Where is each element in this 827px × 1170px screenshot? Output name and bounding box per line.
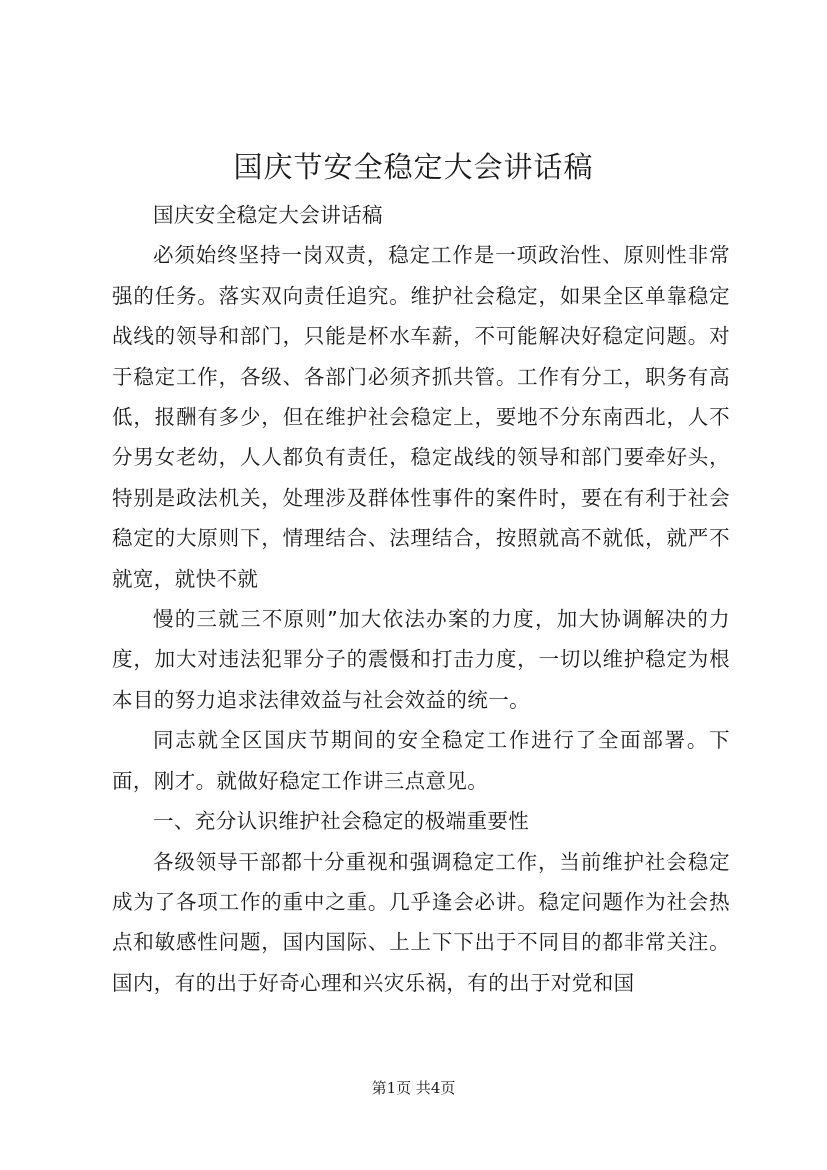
paragraph-subtitle: 国庆安全稳定大会讲话稿 <box>153 203 383 227</box>
document-body <box>112 195 730 1003</box>
page-number-footer: 第1页 共4页 <box>371 1079 456 1097</box>
paragraph: 慢的三就三不原则”加大依法办案的力度，加大协调解决的力度，加大对违法犯罪分子的震慑和打击力度，一切以维护稳定为根本目的努力追求法律效益与社会效益的统一。 <box>112 607 730 712</box>
section-heading: 一、充分认识维护社会稳定的极端重要性 <box>153 809 530 834</box>
document-title: 国庆节安全稳定大会讲话稿 <box>233 150 594 184</box>
paragraph: 同志就全区国庆节期间的安全稳定工作进行了全面部署。下面，刚才。就做好稳定工作讲三点意见。 <box>112 728 730 793</box>
paragraph: 必须始终坚持一岗双责，稳定工作是一项政治性、原则性非常强的任务。落实双向责任追究。维护社会稳定，如果全区单靠稳定战线的领导和部门，只能是杯水车薪，不可能解决好稳定问题。对于稳定工作，各级、各部门必须齐抓共管。工作有分工，职务有高低，报酬有多少，但在维护社会稳定上，要地不分东南西北，人不分男女老幼，人人都负有责任，稳定战线的领导和部门要牵好头，特别是政法机关，处理涉及群体性事件的案件时，要在有利于社会稳定的大原则下，情理结合、法理结合，按照就高不就低，就严不就宽，就快不就 <box>112 243 730 591</box>
paragraph: 各级领导干部都十分重视和强调稳定工作，当前维护社会稳定成为了各项工作的重中之重。几乎逢会必讲。稳定问题作为社会热点和敏感性问题，国内国际、上上下下出于不同目的都非常关注。国内，有的出于好奇心理和兴灾乐祸，有的出于对党和国 <box>112 849 730 995</box>
